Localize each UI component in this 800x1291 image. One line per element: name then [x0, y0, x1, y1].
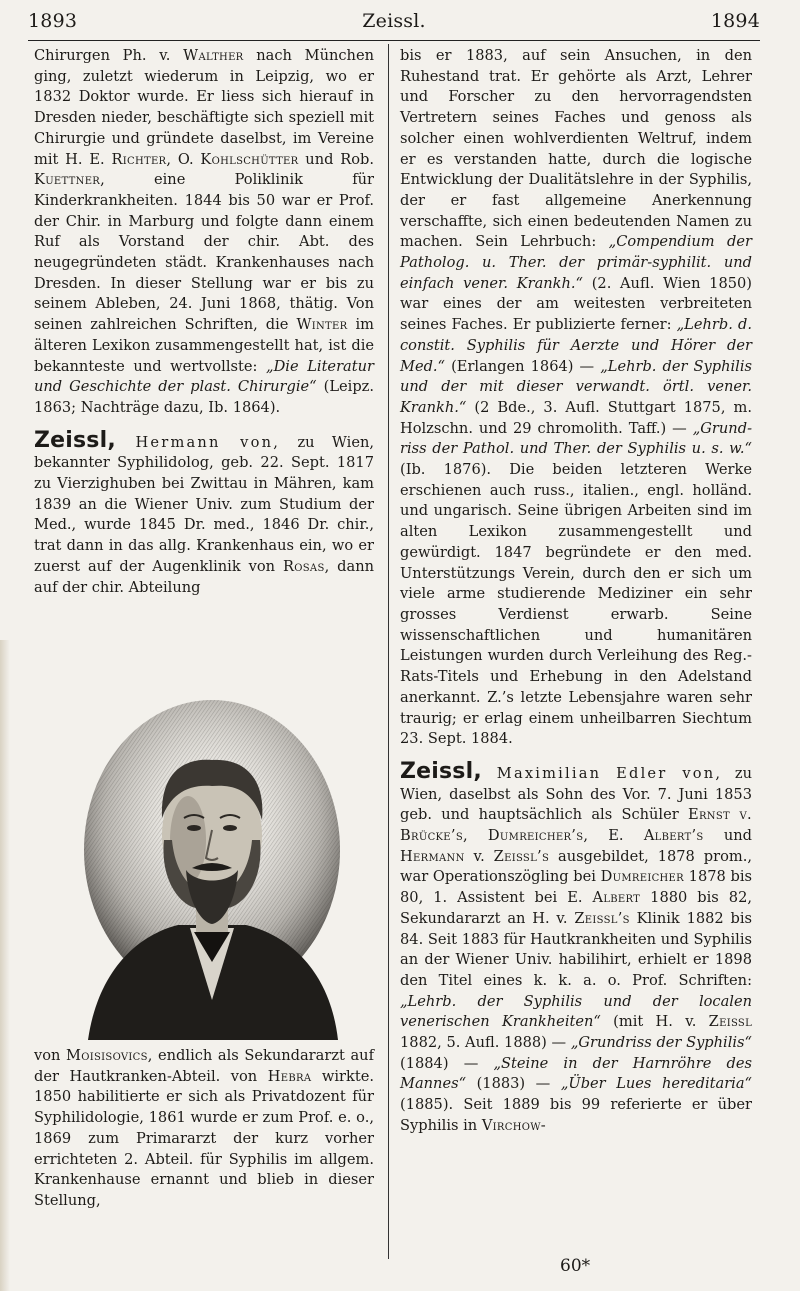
entry-name: Hermann von,: [115, 433, 281, 451]
person-name: Zeissl’s: [493, 847, 550, 865]
text-run: (2 Bde., 3. Aufl. Stuttgart 1875, m. Holzschn. und 29 chromolith. Taff.) —: [400, 398, 752, 437]
entry-continuation-paragraph: [400, 46, 752, 750]
person-name: Winter: [296, 316, 348, 334]
text-run: , endlich als Sekundararzt auf der Hautkranken-Abteil. von: [34, 1047, 374, 1085]
header-rule: [28, 40, 760, 41]
work-title: „Lehrb. der Syphilis und der localen venerischen Krankheiten“: [400, 992, 752, 1031]
work-title: „Steine in der Harnröhre des Mannes“: [400, 1054, 752, 1093]
person-name: Walther: [183, 47, 244, 64]
person-name: Albert: [592, 889, 641, 907]
text-run: von: [34, 1047, 67, 1064]
text-run: (1885). Seit 1889 bis 99 referierte er über Syphilis in: [400, 1096, 752, 1134]
person-name: Kuettner: [34, 171, 101, 189]
person-name: Albert’s: [643, 827, 704, 845]
text-run: nach München ging, zuletzt wiederum in Leipzig, wo er 1832 Doktor wurde. Er liess sich hierauf in Dresden nieder, beschäftigte sich speziell mit Chirurgie und gründete daselbst, im Vereine mit H. E.: [34, 47, 374, 168]
right-column: [400, 46, 752, 1137]
person-name: Dumreicher’s: [487, 827, 584, 845]
person-name: Zeissl’s: [574, 909, 630, 927]
text-run: 1880 bis 82, Sekundararzt an H. v.: [400, 889, 752, 927]
text-run: Klinik 1882 bis 84. Seit 1883 für Hautkrankheiten und Syphilis an der Wiener Univ. habilihirt, erhielt er 1898 den Titel eines k. k. a. o. Prof. Schriften:: [400, 909, 753, 989]
text-run: und Rob.: [298, 150, 374, 168]
person-name: Virchow-: [481, 1116, 547, 1134]
entry-headword: Zeissl,: [400, 758, 482, 784]
entry-name: Maximilian Edler von,: [481, 764, 723, 782]
work-title: „Lehrb. der Syphilis und der mit dieser verwandt. örtl. vener. Krankh.“: [400, 357, 753, 416]
text-run: (mit H. v.: [600, 1013, 709, 1031]
page-number-left: 1893: [28, 10, 78, 32]
column-divider: [388, 44, 389, 1259]
entry-hermann-von-zeissl: [34, 427, 375, 599]
text-run: zu Wien, bekannter Syphilidolog, geb. 22. Sept. 1817 zu Vierzighuben bei Zwittau in Mähren, kam 1839 an die Wiener Univ. zum Studium der Med., wurde 1845 Dr. med., 1846 Dr. chir., trat dann in das allg. Krankenhaus ein, wo er zuerst auf der Augenklinik von: [34, 433, 375, 575]
text-run: ,: [463, 827, 488, 845]
entry-headword: Zeissl,: [34, 427, 116, 453]
entry-maximilian-von-zeissl: [400, 758, 753, 1137]
work-title: „Über Lues hereditaria“: [560, 1075, 752, 1093]
page-number-right: 1894: [710, 10, 760, 32]
text-run: Chirurgen Ph. v.: [34, 47, 184, 64]
text-run: (1883) —: [466, 1075, 561, 1093]
entry-continuation-paragraph: [34, 1046, 374, 1212]
text-run: bis er 1883, auf sein Ansuchen, in den Ruhestand trat. Er gehörte als Arzt, Lehrer und Forscher zu den hervorragendsten Vertretern seines Faches und genoss als solcher einen wohlverdienten Weltruf, indem er es verstanden hatte, durch die logische Entwicklung der Dualitätslehre in der Syphilis, der er fast allgemeine Anerkennung verschaffte, sich einen bedeutenden Namen zu machen. Sein Lehrbuch:: [400, 47, 752, 251]
text-run: im älteren Lexikon zusammengestellt hat, ist die bekannteste und wertvollste:: [34, 316, 374, 375]
text-run: wirkte. 1850 habilitierte er sich als Privatdozent für Syphilidologie, 1861 wurde er zum Prof. e. o., 1869 zum Primararzt der kurz vorher errichteten 2. Abteil. für Syphilis im allgem. Krankenhause ernannt und blieb in dieser Stellung,: [34, 1067, 374, 1209]
person-name: Zeissl: [708, 1013, 753, 1031]
text-run: (Leipz. 1863; Nachträge dazu, Ib. 1864).: [34, 378, 374, 416]
page-edge-shadow: [0, 640, 10, 1291]
person-name: Ernst v. Brücke’s: [400, 806, 752, 845]
running-header: [28, 8, 760, 40]
person-name: Kohlschütter: [200, 150, 299, 168]
work-title: „Compendium der Patholog. u. Ther. der primär-syphilit. und einfach vener. Krankh.“: [400, 233, 752, 292]
work-title: „Grundriss der Pathol. und Ther. der Syphilis u. s. w.“: [400, 419, 752, 458]
text-run: und: [703, 827, 753, 845]
person-name: Hermann: [400, 847, 465, 865]
entry-continuation-paragraph: [34, 46, 374, 419]
text-run: zu Wien, daselbst als Sohn des Vor. 7. Juni 1853 geb. und hauptsächlich als Schüler: [400, 764, 752, 824]
person-name: Rosas: [282, 557, 325, 575]
text-run: (2. Aufl. Wien 1850) war eines der am weitesten verbreiteten seines Faches. Er publizierte ferner:: [400, 274, 752, 334]
text-run: 1882, 5. Aufl. 1888) —: [400, 1034, 571, 1052]
text-run: (Erlangen 1864) —: [445, 357, 601, 375]
text-run: (Ib. 1876). Die beiden letzteren Werke erschienen auch russ., italien., engl. holländ. und ungarisch. Seine übrigen Arbeiten sind im alten Lexikon zusammengestellt und gewürdigt. 1847 begründete er den med. Unterstützungs Verein, durch den er sich um viele arme studierende Mediziner ein sehr grosses Verdienst erwarb. Seine wissenschaftlichen und humanitären Leistungen wurden durch Verleihung des Reg.-Rats-Titels und Erhebung in den Adelstand anerkannt. Z.’s letzte Lebensjahre waren sehr traurig; er erlag einem unheilbarren Siechtum 23. Sept. 1884.: [400, 461, 752, 748]
text-run: , E.: [583, 827, 644, 845]
text-run: ausgebildet, 1878 prom., war Operationszögling bei: [400, 847, 752, 886]
person-name: Dumreicher: [600, 868, 684, 886]
person-name: Hebra: [267, 1067, 312, 1085]
running-title: Zeissl.: [362, 10, 426, 32]
text-run: , dann auf der chir. Abteilung: [34, 557, 374, 596]
portrait-engraving: [68, 700, 356, 1040]
text-run: 1878 bis 80, 1. Assistent bei E.: [400, 868, 753, 907]
text-run: , O.: [166, 150, 201, 168]
left-column-bottom: [34, 1046, 374, 1212]
left-column: [34, 46, 374, 598]
text-run: , eine Poliklinik für Kinderkrankheiten. 1844 bis 50 war er Prof. der Chir. in Marburg und folgte dann einem Ruf als Vorstand der chir. Abt. des neugegründeten städt. Krankenhauses nach Dresden. In dieser Stellung war er bis zu seinem Ableben, 24. Juni 1868, thätig. Von seinen zahlreichen Schriften, die: [34, 171, 374, 334]
text-run: (1884) —: [400, 1054, 494, 1072]
signature-mark: 60*: [560, 1256, 591, 1276]
person-name: Richter: [111, 150, 167, 168]
text-run: v.: [464, 847, 494, 865]
work-title: „Grundriss der Syphilis“: [570, 1034, 753, 1052]
person-name: Moisisovics: [66, 1047, 148, 1064]
work-title: „Lehrb. d. constit. Syphilis für Aerzte und Hörer der Med.“: [400, 316, 752, 375]
work-title: „Die Literatur und Geschichte der plast. Chirurgie“: [34, 357, 374, 396]
